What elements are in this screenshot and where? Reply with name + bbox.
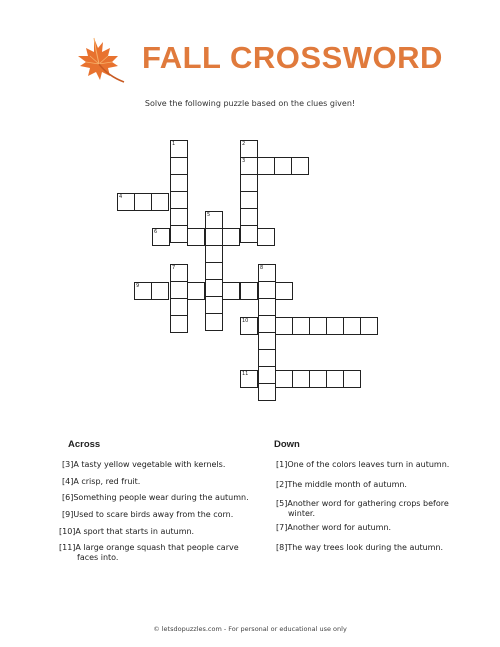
- clue-number: 7: [172, 265, 176, 271]
- instructions: Solve the following puzzle based on the clues given!: [144, 99, 356, 108]
- grid-cell[interactable]: [205, 296, 223, 314]
- grid-cell[interactable]: [240, 208, 258, 226]
- grid-cell[interactable]: [275, 317, 293, 335]
- grid-cell[interactable]: [258, 298, 276, 316]
- clue-across-11: [11]A large orange squash that people carve faces into.: [59, 543, 239, 562]
- clue-number: 1: [172, 141, 176, 147]
- grid-cell[interactable]: [275, 282, 293, 300]
- grid-cell[interactable]: [258, 332, 276, 350]
- clue-down-5: [5]Another word for gathering crops before winter.: [276, 499, 449, 518]
- clue-number: 3: [242, 158, 246, 164]
- grid-cell[interactable]: [258, 281, 276, 299]
- clue-across-4: [4]A crisp, red fruit.: [62, 477, 141, 486]
- grid-cell[interactable]: [326, 370, 344, 388]
- grid-cell[interactable]: [151, 193, 169, 211]
- grid-cell[interactable]: [151, 282, 169, 300]
- clue-across-10: [10]A sport that starts in autumn.: [59, 527, 195, 536]
- clue-number: 9: [136, 283, 140, 289]
- grid-cell[interactable]: [292, 317, 310, 335]
- clue-number: 10: [242, 318, 249, 324]
- grid-cell[interactable]: [257, 157, 275, 175]
- grid-cell[interactable]: [258, 349, 276, 367]
- grid-cell[interactable]: [170, 157, 188, 175]
- grid-cell[interactable]: [309, 370, 327, 388]
- grid-cell[interactable]: [240, 174, 258, 192]
- grid-cell[interactable]: [326, 317, 344, 335]
- grid-cell[interactable]: [257, 228, 275, 246]
- clue-across-9: [9]Used to scare birds away from the corn.: [62, 510, 234, 519]
- clue-across-3: [3]A tasty yellow vegetable with kernels.: [62, 460, 226, 469]
- clue-down-8: [8]The way trees look during the autumn.: [276, 543, 444, 552]
- grid-cell[interactable]: [258, 315, 276, 333]
- grid-cell[interactable]: [360, 317, 378, 335]
- clue-number: 6: [154, 229, 158, 235]
- clue-down-1: [1]One of the colors leaves turn in autumn.: [276, 460, 450, 469]
- grid-cell[interactable]: [134, 193, 152, 211]
- grid-cell[interactable]: [170, 191, 188, 209]
- across-heading: Across: [68, 439, 101, 450]
- grid-cell[interactable]: [258, 383, 276, 401]
- grid-cell[interactable]: [170, 298, 188, 316]
- grid-cell[interactable]: [343, 370, 361, 388]
- grid-cell[interactable]: [170, 208, 188, 226]
- clue-down-7: [7]Another word for autumn.: [276, 523, 392, 532]
- clue-number: 8: [260, 265, 264, 271]
- clue-number: 5: [207, 212, 211, 218]
- grid-cell[interactable]: [309, 317, 327, 335]
- clue-number: 4: [119, 194, 123, 200]
- footer-credit: © letsdopuzzles.com - For personal or educational use only: [153, 625, 347, 633]
- grid-cell[interactable]: [291, 157, 309, 175]
- grid-cell[interactable]: [170, 315, 188, 333]
- grid-cell[interactable]: [240, 282, 258, 300]
- page-title: FALL CROSSWORD: [142, 40, 443, 75]
- grid-cell[interactable]: [187, 282, 205, 300]
- grid-cell[interactable]: [170, 174, 188, 192]
- grid-cell[interactable]: [205, 279, 223, 297]
- grid-cell[interactable]: [275, 370, 293, 388]
- grid-cell[interactable]: [292, 370, 310, 388]
- grid-cell[interactable]: [274, 157, 292, 175]
- grid-cell[interactable]: [205, 262, 223, 280]
- clue-down-2: [2]The middle month of autumn.: [276, 480, 407, 489]
- grid-cell[interactable]: [170, 225, 188, 243]
- grid-cell[interactable]: [240, 225, 258, 243]
- grid-cell[interactable]: [187, 228, 205, 246]
- grid-cell[interactable]: [205, 228, 223, 246]
- grid-cell[interactable]: [205, 313, 223, 331]
- grid-cell[interactable]: [240, 191, 258, 209]
- clue-number: 11: [242, 371, 249, 377]
- grid-cell[interactable]: [222, 228, 240, 246]
- grid-cell[interactable]: [222, 282, 240, 300]
- grid-cell[interactable]: [258, 366, 276, 384]
- grid-cell[interactable]: [205, 245, 223, 263]
- grid-cell[interactable]: [343, 317, 361, 335]
- clue-number: 2: [242, 141, 246, 147]
- grid-cell[interactable]: [170, 281, 188, 299]
- down-heading: Down: [274, 439, 300, 450]
- clue-across-6: [6]Something people wear during the autumn.: [62, 493, 249, 502]
